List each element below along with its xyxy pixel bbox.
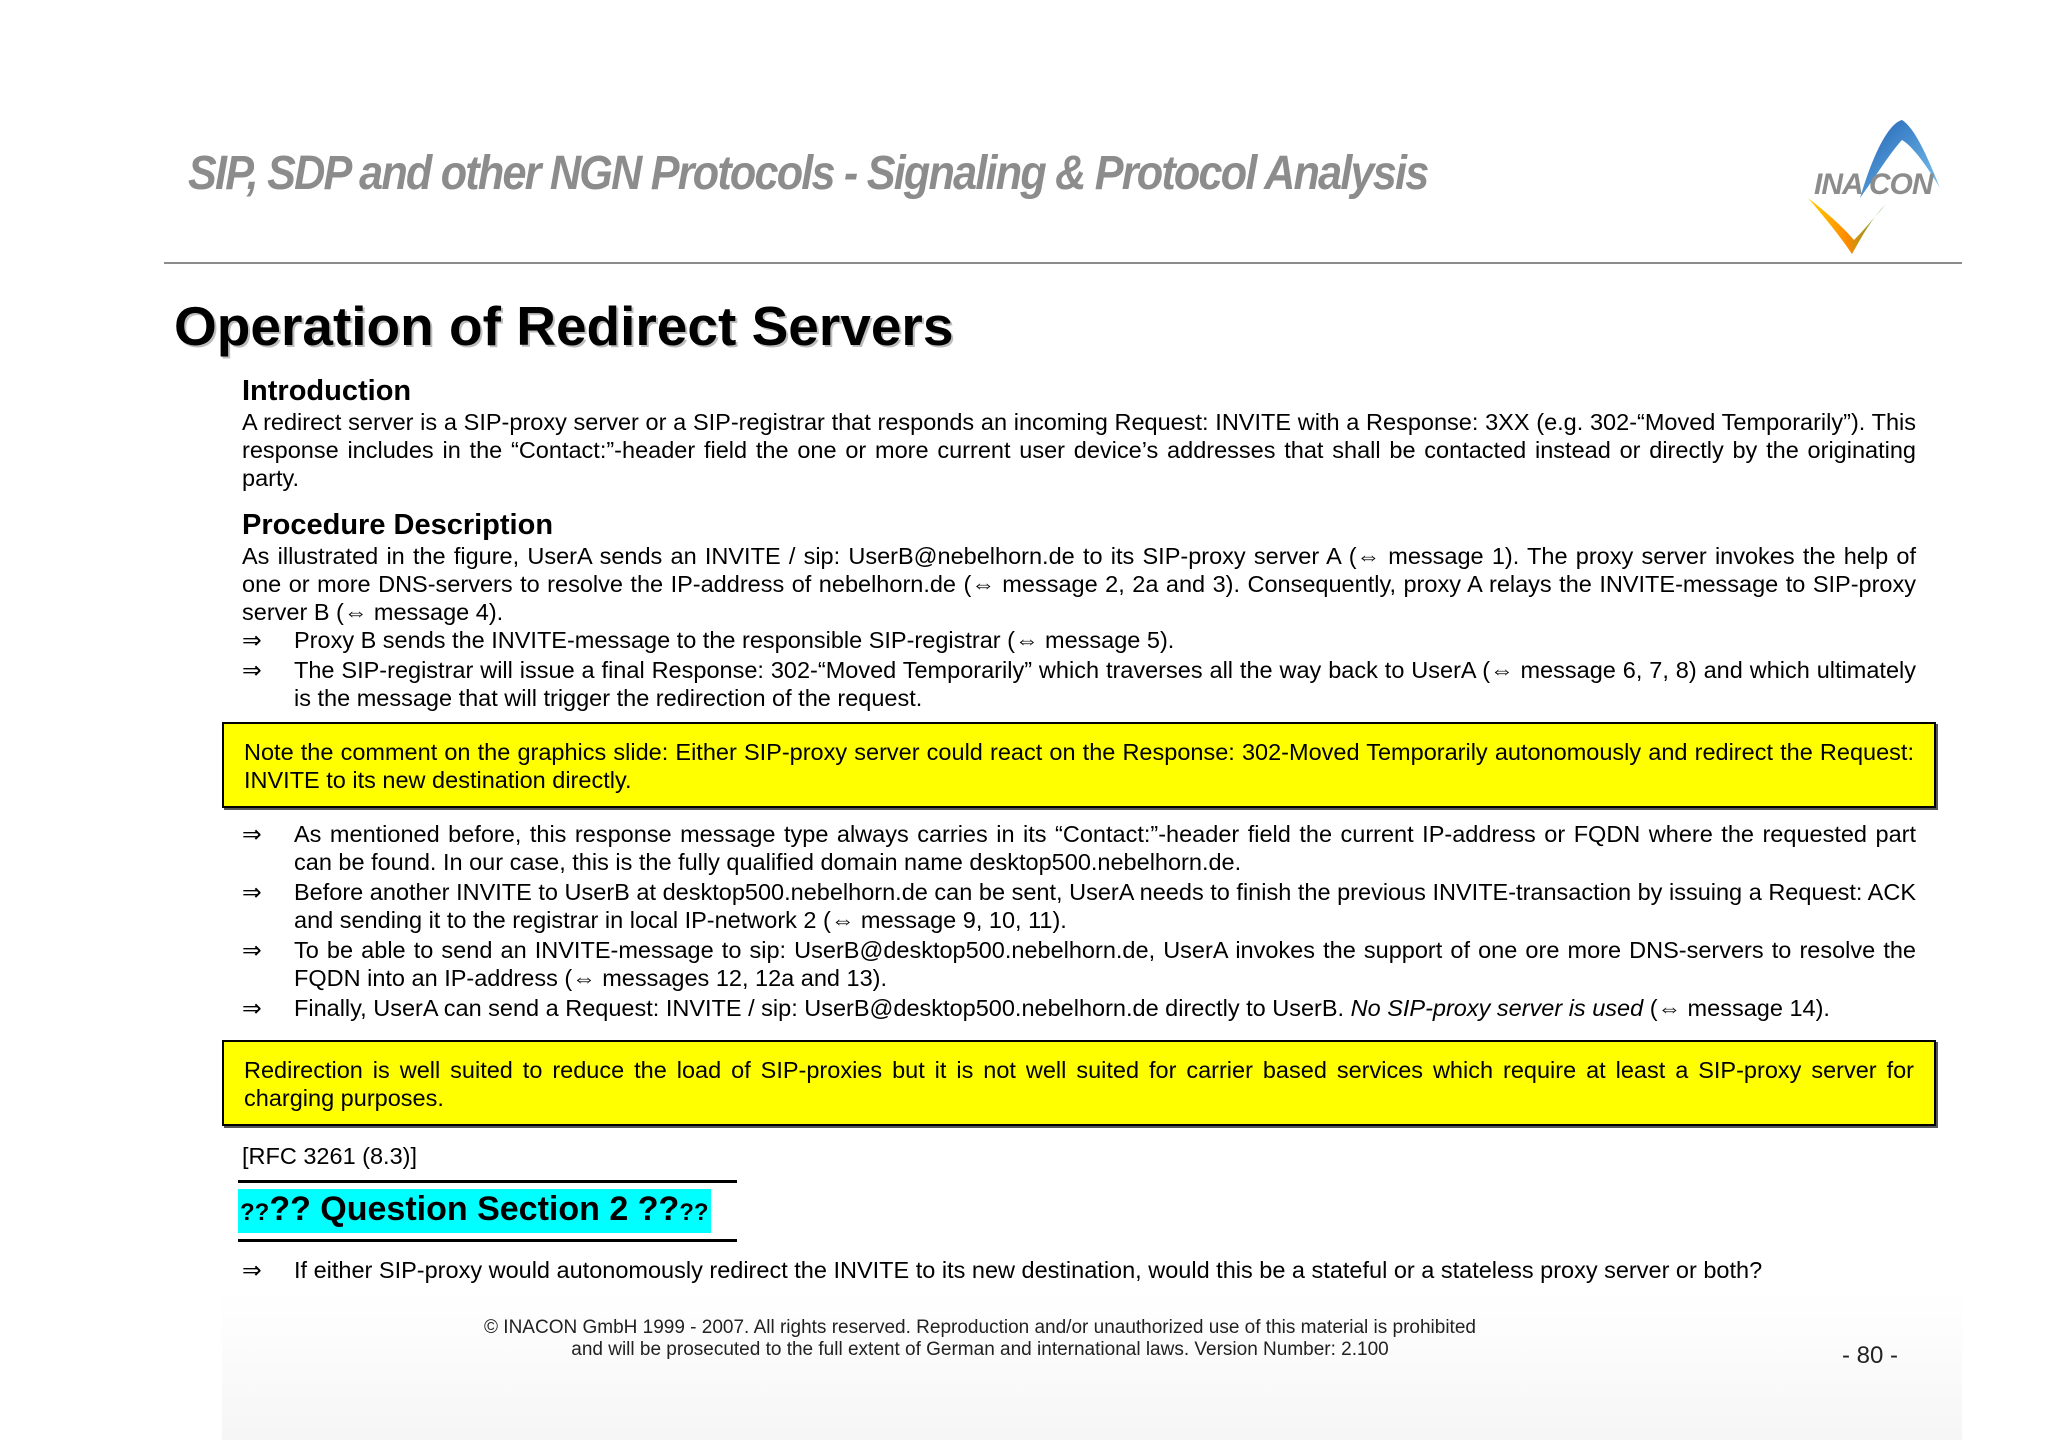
footer-shade: [222, 1290, 1962, 1440]
list-item: [242, 820, 1916, 876]
bullet-text-part: (⇔ message 14).: [1643, 995, 1830, 1021]
list-item: [242, 936, 1916, 992]
question-section-heading: [238, 1180, 737, 1242]
bullet-text: [294, 994, 1916, 1022]
bullet-text: As mentioned before, this response message type always carries in its “Contact:”-header field the current IP-address or FQDN where the requested part can be found. In our case, this is the fully qualified domain name desktop500.nebelhorn.de.: [294, 821, 1916, 875]
note-box-redirection: Redirection is well suited to reduce the load of SIP-proxies but it is not well suited for carrier based services which require at least a SIP-proxy server for charging purposes.: [222, 1040, 1936, 1126]
bullet-text: To be able to send an INVITE-message to sip: UserB@desktop500.nebelhorn.de, UserA invokes the support of one ore more DNS-servers to resolve the FQDN into an IP-address (⇔ messages 12, 12a and 13).: [294, 937, 1916, 991]
question-highlight: [238, 1189, 711, 1233]
main-content: [242, 374, 1916, 1284]
page-title: Operation of Redirect Servers: [174, 295, 954, 357]
rfc-reference: [RFC 3261 (8.3)]: [242, 1143, 418, 1169]
footer-line-2: and will be prosecuted to the full extent of German and international laws. Version Number: 2.100: [571, 1339, 1389, 1360]
bullet-text: The SIP-registrar will issue a final Response: 302-“Moved Temporarily” which traverses all the way back to UserA (⇔ message 6, 7, 8) and which ultimately is the message that will trigger the redirection of the request.: [294, 657, 1916, 711]
bullet-text: Before another INVITE to UserB at desktop500.nebelhorn.de can be sent, UserA needs to finish the previous INVITE-transaction by issuing a Request: ACK and sending it to the registrar in local IP-network 2 (⇔ message 9, 10, 11).: [294, 879, 1916, 933]
introduction-text: A redirect server is a SIP-proxy server or a SIP-registrar that responds an incoming Request: INVITE with a Response: 3XX (e.g. 302-“Moved Temporarily”). This response includes in the “Contact:”-header field the one or more current user device’s addresses that shall be contacted instead or directly by the originating party.: [242, 409, 1916, 491]
arrow-icon: ⇒: [242, 627, 262, 653]
list-item: [242, 994, 1916, 1022]
logo-text: INA CON: [1814, 168, 1933, 201]
bullet-text-italic: No SIP-proxy server is used: [1350, 995, 1644, 1021]
document-header-title: SIP, SDP and other NGN Protocols - Signaling & Protocol Analysis: [188, 147, 1428, 200]
bullet-text-part: Finally, UserA can send a Request: INVITE / sip: UserB@desktop500.nebelhorn.de directly to UserB.: [294, 995, 1351, 1021]
question-suffix: ??: [679, 1199, 709, 1226]
bullet-text: Proxy B sends the INVITE-message to the responsible SIP-registrar (⇔ message 5).: [294, 627, 1175, 653]
copyright-footer: [400, 1317, 1560, 1361]
arrow-icon: ⇒: [242, 821, 262, 847]
page-number: - 80 -: [1841, 1342, 1898, 1369]
footer-line-1: © INACON GmbH 1999 - 2007. All rights reserved. Reproduction and/or unauthorized use of this material is prohibited: [484, 1317, 1476, 1338]
question-text: If either SIP-proxy would autonomously redirect the INVITE to its new destination, would this be a stateful or a stateless proxy server or both?: [294, 1257, 1763, 1283]
arrow-icon: ⇒: [242, 1257, 262, 1283]
arrow-icon: ⇒: [242, 879, 262, 905]
note-box-graphics-comment: Note the comment on the graphics slide: Either SIP-proxy server could react on the Response: 302-Moved Temporarily autonomously and redirect the Request: INVITE to its new destination directly.: [222, 722, 1936, 808]
procedure-heading: Procedure Description: [242, 509, 554, 541]
list-item: [242, 878, 1916, 934]
question-prefix: ??: [240, 1199, 270, 1226]
arrow-icon: ⇒: [242, 995, 262, 1021]
arrow-icon: ⇒: [242, 937, 262, 963]
header-divider: [164, 262, 1962, 264]
inacon-logo: [1790, 118, 1950, 258]
procedure-text: As illustrated in the figure, UserA sends an INVITE / sip: UserB@nebelhorn.de to its SIP-proxy server A (⇔ message 1). The proxy server invokes the help of one or more DNS-servers to resolve the IP-address of nebelhorn.de (⇔ message 2, 2a and 3). Consequently, proxy A relays the INVITE-message to SIP-proxy server B (⇔ message 4).: [242, 543, 1916, 625]
introduction-heading: Introduction: [242, 375, 412, 407]
list-item: [242, 656, 1916, 712]
list-item: [242, 1256, 1916, 1284]
question-title: ?? Question Section 2 ??: [269, 1190, 680, 1228]
arrow-icon: ⇒: [242, 657, 262, 683]
list-item: [242, 626, 1916, 654]
